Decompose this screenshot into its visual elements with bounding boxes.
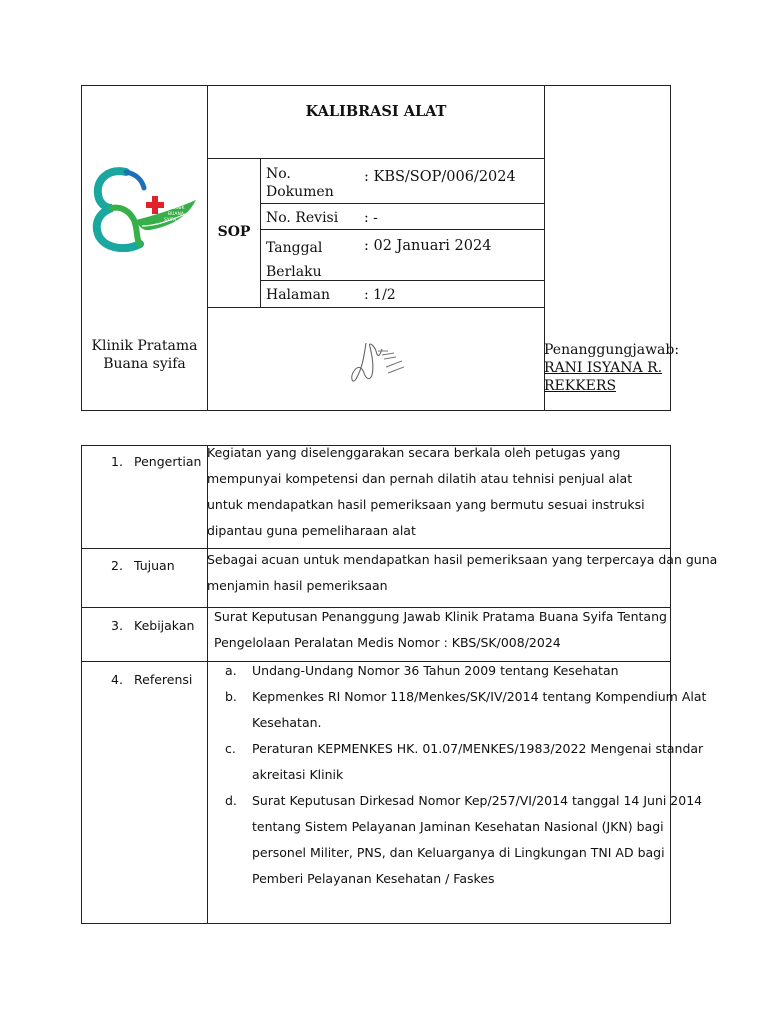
section-label-pengertian: Pengertian [134, 454, 202, 469]
reference-line: Surat Keputusan Dirkesad Nomor Kep/257/VI/2014 tanggal 14 Juni 2014 [252, 793, 703, 808]
clinic-name-line2: Buana syifa [103, 356, 186, 372]
logo-text-syifa: SYIFA [164, 218, 177, 223]
body-line: Pengelolaan Peralatan Medis Nomor : KBS/SK/008/2024 [214, 635, 561, 650]
body-line: mempunyai kompetensi dan pernah dilatih atau tehnisi penjual alat [207, 471, 633, 486]
responsible-person [544, 341, 679, 395]
field-label-line1: No. [266, 166, 291, 182]
logo-text-klinik: KLINIK [170, 206, 185, 211]
field-label-line2: Berlaku [266, 264, 322, 280]
reference-line: Kesehatan. [252, 715, 322, 730]
sop-label: SOP [217, 224, 251, 240]
field-label-halaman: Halaman [266, 287, 331, 303]
clinic-name [81, 337, 208, 373]
field-label-line2: Dokumen [266, 184, 334, 200]
field-value-no-revisi: : - [364, 210, 378, 226]
section-body-pengertian [207, 440, 645, 544]
body-line: menjamin hasil pemeriksaan [207, 578, 388, 593]
reference-marker: a. [225, 663, 237, 678]
field-label-line1: Tanggal [266, 240, 323, 256]
field-label-tanggal-berlaku [266, 236, 322, 284]
field-label-no-revisi: No. Revisi [266, 210, 339, 226]
reference-line: akreitasi Klinik [252, 767, 344, 782]
logo-text-buana: BUANA [168, 212, 184, 217]
responsible-name-line1: RANI ISYANA R. [544, 360, 663, 376]
clinic-logo [92, 160, 202, 252]
section-number: 2. [111, 558, 123, 573]
section-label-kebijakan: Kebijakan [134, 618, 195, 633]
reference-line: tentang Sistem Pelayanan Jaminan Kesehatan Nasional (JKN) bagi [252, 819, 664, 834]
reference-line: Undang-Undang Nomor 36 Tahun 2009 tentang Kesehatan [252, 663, 619, 678]
section-label-tujuan: Tujuan [134, 558, 175, 573]
reference-marker: c. [225, 741, 236, 756]
signature [348, 337, 412, 389]
reference-line: Peraturan KEPMENKES HK. 01.07/MENKES/1983/2022 Mengenai standar [252, 741, 704, 756]
field-value-no-dokumen: : KBS/SOP/006/2024 [364, 169, 516, 185]
reference-marker: d. [225, 793, 237, 808]
reference-line: Pemberi Pelayanan Kesehatan / Faskes [252, 871, 495, 886]
section-body-kebijakan [214, 604, 667, 656]
section-body-tujuan [207, 547, 717, 599]
field-value-halaman: : 1/2 [364, 287, 396, 303]
clinic-name-line1: Klinik Pratama [91, 338, 198, 354]
section-number: 1. [111, 454, 123, 469]
reference-marker: b. [225, 689, 237, 704]
responsible-name-line2: REKKERS [544, 378, 617, 394]
body-line: untuk mendapatkan hasil pemeriksaan yang bermutu sesuai instruksi [207, 497, 645, 512]
reference-line: personel Militer, PNS, dan Keluarganya di Lingkungan TNI AD bagi [252, 845, 665, 860]
body-line: dipantau guna pemeliharaan alat [207, 523, 416, 538]
body-line: Surat Keputusan Penanggung Jawab Klinik Pratama Buana Syifa Tentang [214, 609, 667, 624]
section-label-referensi: Referensi [134, 672, 193, 687]
section-number: 4. [111, 672, 123, 687]
reference-list [208, 658, 707, 898]
section-number: 3. [111, 618, 123, 633]
reference-line: Kepmenkes RI Nomor 118/Menkes/SK/IV/2014 tentang Kompendium Alat [252, 689, 707, 704]
responsible-label: Penanggungjawab: [544, 342, 680, 358]
field-label-no-dokumen [266, 165, 334, 201]
document-title: KALIBRASI ALAT [305, 103, 447, 120]
body-line: Kegiatan yang diselenggarakan secara berkala oleh petugas yang [207, 445, 621, 460]
field-value-tanggal-berlaku: : 02 Januari 2024 [364, 238, 492, 254]
body-line: Sebagai acuan untuk mendapatkan hasil pemeriksaan yang terpercaya dan guna [207, 552, 718, 567]
